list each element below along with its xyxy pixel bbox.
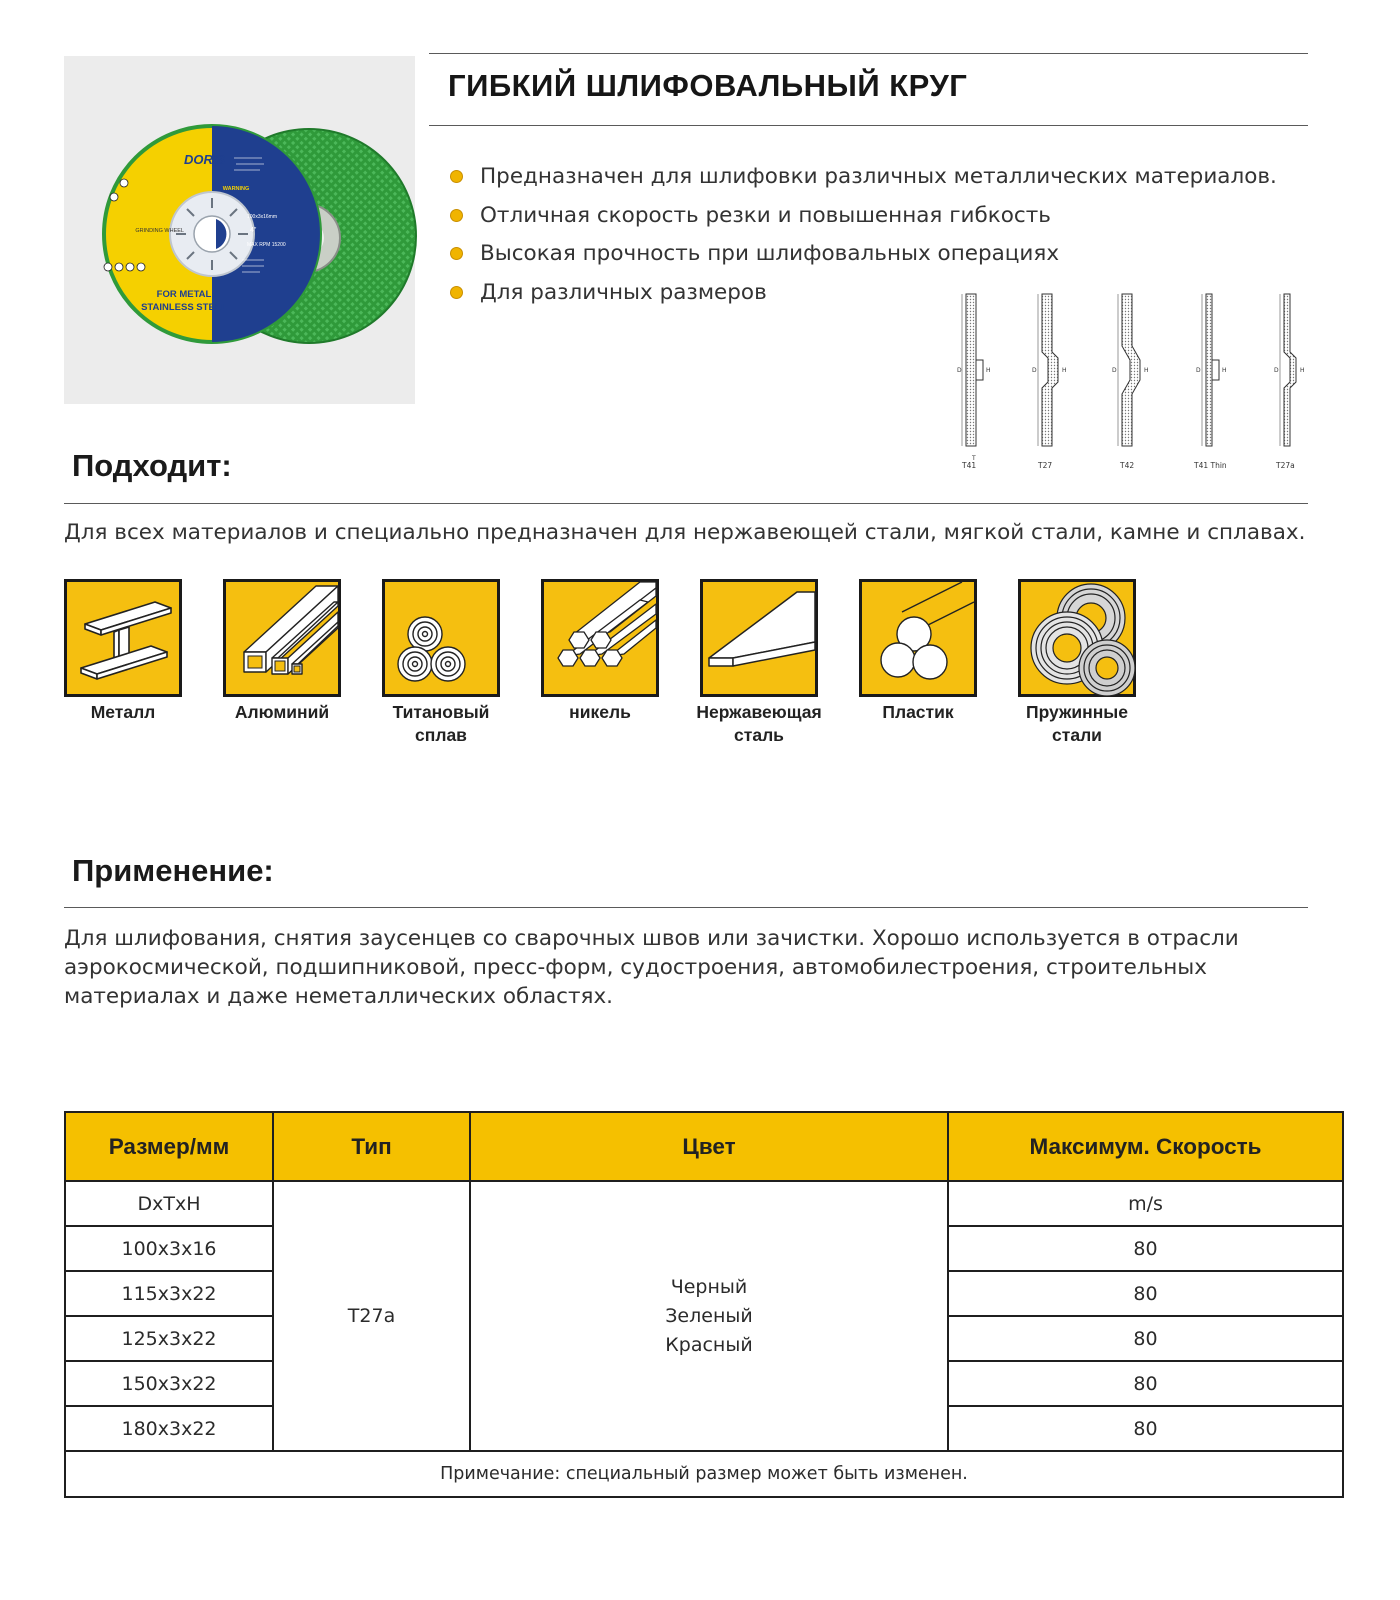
bullet-icon xyxy=(451,210,462,221)
table-header-row xyxy=(65,1112,1343,1181)
type-cell: T27a xyxy=(273,1181,470,1451)
svg-text:D: D xyxy=(1196,367,1201,374)
speed-cell: 80 xyxy=(948,1316,1343,1361)
svg-text:D: D xyxy=(957,367,962,374)
svg-text:H: H xyxy=(986,367,991,374)
material-item xyxy=(1018,579,1136,745)
material-item xyxy=(541,579,659,722)
hexagon-bars-icon xyxy=(541,579,659,697)
spec-table xyxy=(64,1111,1344,1498)
color-cell xyxy=(470,1181,948,1451)
brand-logo: DORIS xyxy=(184,152,226,167)
page-title: ГИБКИЙ ШЛИФОВАЛЬНЫЙ КРУГ xyxy=(448,68,968,103)
material-label: Пружинные стали xyxy=(1026,702,1128,745)
material-label: никель xyxy=(569,702,631,722)
grinding-wheel-illustration xyxy=(64,56,415,404)
svg-text:H: H xyxy=(1144,367,1149,374)
color-value: Черный xyxy=(670,1275,748,1298)
bullet-icon xyxy=(451,171,462,182)
material-item xyxy=(64,579,182,722)
color-value: Красный xyxy=(665,1333,753,1356)
material-item xyxy=(382,579,500,745)
svg-text:GRINDING WHEEL: GRINDING WHEEL xyxy=(135,228,184,234)
feature-list xyxy=(448,158,1277,312)
material-label: Титановый сплав xyxy=(392,702,490,745)
material-label: Нержавеющая сталь xyxy=(696,702,822,745)
profile-label: T41 Thin xyxy=(1194,461,1227,470)
svg-text:MAX RPM 15200: MAX RPM 15200 xyxy=(247,242,286,248)
profile-label: T42 xyxy=(1120,461,1135,470)
svg-text:FOR METAL: FOR METAL xyxy=(156,289,212,300)
steel-plate-icon xyxy=(700,579,818,697)
svg-text:H: H xyxy=(1062,367,1067,374)
profile-label: T41 xyxy=(962,461,977,470)
profile-t41 xyxy=(957,294,991,470)
svg-text:H: H xyxy=(1222,367,1227,374)
table-note-row xyxy=(65,1451,1343,1497)
feature-item: Предназначен для шлифовки различных металлических материалов. xyxy=(448,158,1277,197)
svg-text:D: D xyxy=(1112,367,1117,374)
speed-cell: 80 xyxy=(948,1271,1343,1316)
suitable-text: Для всех материалов и специально предназначен для нержавеющей стали, мягкой стали, камне и сплавах. xyxy=(64,520,1306,545)
solid-rods-icon xyxy=(859,579,977,697)
table-note: Примечание: специальный размер может быть изменен. xyxy=(65,1451,1343,1497)
profile-label: T27a xyxy=(1276,461,1295,470)
application-text: Для шлифования, снятия заусенцев со сварочных швов или зачистки. Хорошо используется в отрасли аэрокосмической, подшипниковой, пресс-форм, судостроения, автомобилестроения, строительных материалах и даже неметаллических областях. xyxy=(64,926,1239,1009)
material-label: Пластик xyxy=(882,702,954,722)
svg-text:STAINLESS STEEL: STAINLESS STEEL xyxy=(141,302,227,313)
size-unit-cell: DxTxH xyxy=(65,1181,273,1226)
profile-label: T27 xyxy=(1038,461,1053,470)
round-bars-icon xyxy=(382,579,500,697)
feature-item: Высокая прочность при шлифовальных операциях xyxy=(448,235,1277,274)
profile-t41-thin xyxy=(1193,294,1227,470)
svg-text:4": 4" xyxy=(250,227,257,234)
table-row xyxy=(65,1181,1343,1226)
col-header-type: Тип xyxy=(273,1112,470,1181)
color-value: Зеленый xyxy=(665,1304,753,1327)
application-heading: Применение: xyxy=(72,853,274,888)
col-header-size: Размер/мм xyxy=(65,1112,273,1181)
wheel-profiles-diagram xyxy=(957,292,1350,488)
col-header-color: Цвет xyxy=(470,1112,948,1181)
profile-t27a xyxy=(1274,294,1305,470)
feature-item: Для различных размеров xyxy=(448,274,1277,313)
size-cell: 125x3x22 xyxy=(65,1316,273,1361)
material-label: Алюминий xyxy=(234,702,330,722)
size-cell: 150x3x22 xyxy=(65,1361,273,1406)
size-cell: 100x3x16 xyxy=(65,1226,273,1271)
speed-cell: 80 xyxy=(948,1361,1343,1406)
material-item xyxy=(696,579,822,745)
feature-item: Отличная скорость резки и повышенная гибкость xyxy=(448,197,1277,236)
coils-icon xyxy=(1018,579,1136,697)
svg-text:WARNING: WARNING xyxy=(222,186,250,192)
suitable-heading: Подходит: xyxy=(72,448,232,483)
svg-text:H: H xyxy=(1300,367,1305,374)
square-tubes-icon xyxy=(223,579,341,697)
profile-t27 xyxy=(1032,294,1067,470)
size-cell: 115x3x22 xyxy=(65,1271,273,1316)
svg-text:100x3x16mm: 100x3x16mm xyxy=(247,214,278,220)
i-beam-icon xyxy=(64,579,182,697)
bullet-icon xyxy=(451,287,462,298)
svg-text:D: D xyxy=(1274,367,1279,374)
svg-text:D: D xyxy=(1032,367,1037,374)
col-header-speed: Максимум. Скорость xyxy=(948,1112,1343,1181)
size-cell: 180x3x22 xyxy=(65,1406,273,1451)
material-label: Металл xyxy=(90,702,156,722)
speed-cell: 80 xyxy=(948,1406,1343,1451)
application-rule xyxy=(64,907,1308,908)
speed-cell: 80 xyxy=(948,1226,1343,1271)
title-rule-top xyxy=(429,53,1308,54)
profile-t42 xyxy=(1112,294,1149,470)
product-image xyxy=(64,56,415,404)
bullet-icon xyxy=(451,248,462,259)
suitable-rule xyxy=(64,503,1308,504)
material-item xyxy=(223,579,341,722)
material-item xyxy=(859,579,977,722)
speed-unit-cell: m/s xyxy=(948,1181,1343,1226)
title-rule-bottom xyxy=(429,125,1308,126)
svg-text:T: T xyxy=(972,455,976,462)
